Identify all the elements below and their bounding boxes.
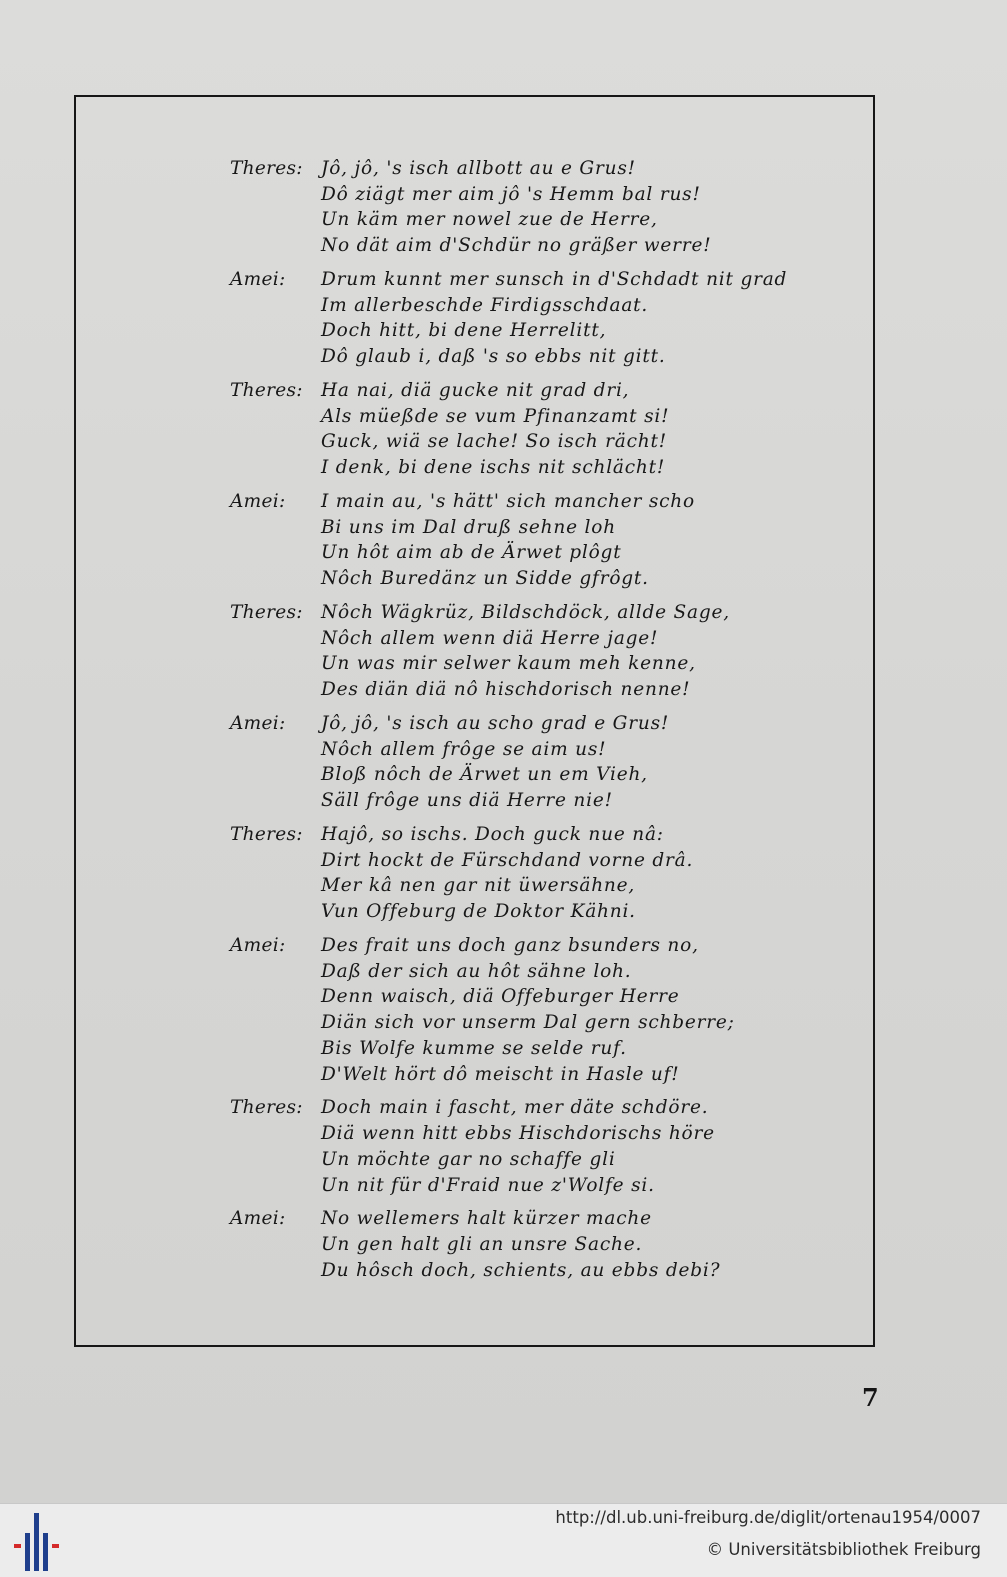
dialogue-block <box>230 822 870 925</box>
verse-line: Säll frôge uns diä Herre nie! <box>321 790 613 812</box>
speaker-name: Theres: <box>230 380 303 401</box>
verse-line: Bis Wolfe kumme se selde ruf. <box>321 1037 627 1059</box>
verse-line: Bi uns im Dal druß sehne loh <box>321 516 616 538</box>
verse-line: Bloß nôch de Ärwet un em Vieh, <box>321 764 648 786</box>
footer-bar <box>0 1503 1007 1577</box>
dialogue-block <box>230 156 870 259</box>
source-url[interactable]: http://dl.ub.uni-freiburg.de/diglit/ortenau1954/0007 <box>555 1508 981 1527</box>
ub-freiburg-logo-icon <box>12 1513 64 1571</box>
verse-line: Mer kâ nen gar nit üwersähne, <box>321 875 636 897</box>
verse-line: Guck, wiä se lache! So isch rächt! <box>321 431 667 453</box>
verse-line: Un hôt aim ab de Ärwet plôgt <box>321 542 622 564</box>
verse-line: Du hôsch doch, schients, au ebbs debi? <box>321 1259 721 1281</box>
verse-line: Nôch Buredänz un Sidde gfrôgt. <box>321 568 649 590</box>
copyright-notice: © Universitätsbibliothek Freiburg <box>706 1540 981 1559</box>
verse-lines <box>321 822 870 925</box>
verse-line: Dô glaub i, daß 's so ebbs nit gitt. <box>321 346 666 368</box>
verse-line: Un möchte gar no schaffe gli <box>321 1148 616 1170</box>
verse-line: Daß der sich au hôt sähne loh. <box>321 960 632 982</box>
speaker-name: Theres: <box>230 602 303 623</box>
speaker-name: Amei: <box>230 713 286 734</box>
verse-line: Des frait uns doch ganz bsunders no, <box>321 935 699 956</box>
dialogue-block <box>230 1206 870 1283</box>
verse-lines <box>321 600 870 703</box>
verse-line: Hajô, so ischs. Doch guck nue nâ: <box>321 824 664 845</box>
verse-lines <box>321 489 870 592</box>
speaker-name: Theres: <box>230 158 303 179</box>
dialogue-block <box>230 1095 870 1198</box>
speaker-name: Amei: <box>230 269 286 290</box>
dialogue-block <box>230 489 870 592</box>
dialogue-block <box>230 711 870 814</box>
verse-line: No dät aim d'Schdür no gräßer werre! <box>321 235 712 257</box>
verse-line: D'Welt hört dô meischt in Hasle uf! <box>321 1063 680 1085</box>
verse-lines <box>321 1206 870 1283</box>
verse-lines <box>321 1095 870 1198</box>
speaker-name: Theres: <box>230 1097 303 1119</box>
verse-lines <box>321 156 870 259</box>
speaker-name: Amei: <box>230 935 286 956</box>
verse-line: Nôch Wägkrüz, Bildschdöck, allde Sage, <box>321 602 730 623</box>
dialogue-block <box>230 933 870 1087</box>
verse-line: No wellemers halt kürzer mache <box>321 1208 652 1230</box>
verse-line: Un was mir selwer kaum meh kenne, <box>321 653 696 675</box>
dialogue-block <box>230 600 870 703</box>
verse-line: Un nit für d'Fraid nue z'Wolfe si. <box>321 1174 655 1196</box>
verse-lines <box>321 711 870 814</box>
dialogue-block <box>230 378 870 481</box>
verse-lines <box>321 933 870 1087</box>
page-number: 7 <box>862 1383 879 1412</box>
verse-line: Im allerbeschde Firdigsschdaat. <box>321 294 649 316</box>
speaker-name: Amei: <box>230 1208 286 1230</box>
verse-line: I main au, 's hätt' sich mancher scho <box>321 491 695 512</box>
verse-line: Doch hitt, bi dene Herrelitt, <box>321 320 607 342</box>
verse-line: Drum kunnt mer sunsch in d'Schdadt nit grad <box>321 269 788 290</box>
verse-lines <box>321 378 870 481</box>
dialogue-text <box>230 156 870 1284</box>
verse-line: I denk, bi dene ischs nit schlächt! <box>321 457 666 479</box>
verse-line: Diän sich vor unserm Dal gern schberre; <box>321 1012 735 1034</box>
verse-line: Dô ziägt mer aim jô 's Hemm bal rus! <box>321 183 701 205</box>
speaker-name: Amei: <box>230 491 286 512</box>
verse-line: Un käm mer nowel zue de Herre, <box>321 209 658 231</box>
verse-line: Ha nai, diä gucke nit grad dri, <box>321 380 630 401</box>
verse-line: Des diän diä nô hischdorisch nenne! <box>321 679 691 701</box>
verse-line: Jô, jô, 's isch allbott au e Grus! <box>321 158 636 179</box>
verse-line: Un gen halt gli an unsre Sache. <box>321 1234 643 1256</box>
verse-line: Jô, jô, 's isch au scho grad e Grus! <box>321 713 670 734</box>
verse-line: Diä wenn hitt ebbs Hischdorischs höre <box>321 1123 715 1145</box>
verse-line: Als müeßde se vum Pfinanzamt si! <box>321 405 670 427</box>
verse-line: Doch main i fascht, mer däte schdöre. <box>321 1097 709 1119</box>
verse-lines <box>321 267 870 370</box>
verse-line: Nôch allem wenn diä Herre jage! <box>321 627 659 649</box>
dialogue-block <box>230 267 870 370</box>
verse-line: Denn waisch, diä Offeburger Herre <box>321 986 680 1008</box>
verse-line: Vun Offeburg de Doktor Kähni. <box>321 901 636 923</box>
speaker-name: Theres: <box>230 824 303 845</box>
verse-line: Nôch allem frôge se aim us! <box>321 738 607 760</box>
verse-line: Dirt hockt de Fürschdand vorne drâ. <box>321 849 694 871</box>
